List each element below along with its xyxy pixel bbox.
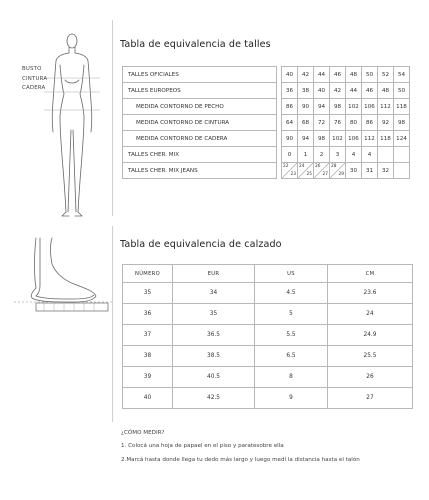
clothing-table-title: Tabla de equivalencia de talles — [120, 39, 271, 50]
col-header-cm: CM — [328, 265, 413, 283]
shoe-cell: 38 — [123, 346, 173, 367]
size-row-label: TALLES EUROPEOS — [123, 83, 277, 99]
how-to-heading: ¿CÓMO MEDIR? — [121, 430, 165, 436]
size-cell: 48 — [378, 83, 394, 99]
shoe-table-row — [123, 346, 413, 367]
label-busto: BUSTO — [22, 66, 42, 72]
shoe-cell: 37 — [123, 325, 173, 346]
size-cell: 38 — [298, 83, 314, 99]
size-cell: 46 — [330, 67, 346, 83]
shoe-cell: 36 — [123, 304, 173, 325]
shoe-cell: 5 — [255, 304, 328, 325]
size-split-top: 26 — [315, 164, 321, 169]
size-split-bottom: 25 — [306, 172, 312, 177]
size-cell: 4 — [362, 147, 378, 163]
size-cell: 64 — [282, 115, 298, 131]
size-cell: 102 — [330, 131, 346, 147]
size-split-bottom: 29 — [338, 172, 344, 177]
shoe-table-row — [123, 325, 413, 346]
size-cell: 106 — [362, 99, 378, 115]
shoe-table-row — [123, 283, 413, 304]
size-cell: 106 — [346, 131, 362, 147]
size-cell — [298, 163, 314, 179]
label-cintura: CINTURA — [22, 75, 48, 82]
size-cell: 36 — [282, 83, 298, 99]
shoe-cell: 26 — [328, 367, 413, 388]
col-header-us: US — [255, 265, 328, 283]
size-cell: 102 — [346, 99, 362, 115]
section-divider-top — [112, 20, 113, 216]
size-table-row — [123, 147, 410, 163]
size-cell: 44 — [346, 83, 362, 99]
size-cell: 0 — [282, 147, 298, 163]
body-figure-illustration — [44, 32, 100, 222]
size-cell: 40 — [282, 67, 298, 83]
size-cell: 118 — [378, 131, 394, 147]
size-cell: 31 — [362, 163, 378, 179]
size-cell: 2 — [314, 147, 330, 163]
size-cell: 48 — [346, 67, 362, 83]
size-cell: 98 — [394, 115, 410, 131]
size-split-bottom: 27 — [322, 172, 328, 177]
size-cell: 4 — [346, 147, 362, 163]
size-table-row — [123, 67, 410, 83]
size-split-bottom: 23 — [290, 172, 296, 177]
size-split-top: 28 — [331, 164, 337, 169]
section-divider-bottom — [112, 226, 113, 422]
size-cell: 94 — [314, 99, 330, 115]
size-cell: 124 — [394, 131, 410, 147]
shoe-cell: 8 — [255, 367, 328, 388]
shoe-cell: 27 — [328, 388, 413, 409]
shoe-table-row — [123, 388, 413, 409]
col-header-eur: EUR — [173, 265, 255, 283]
size-cell: 72 — [314, 115, 330, 131]
size-cell: 42 — [298, 67, 314, 83]
size-cell: 44 — [314, 67, 330, 83]
shoe-cell: 6.5 — [255, 346, 328, 367]
shoe-cell: 25.5 — [328, 346, 413, 367]
size-cell: 90 — [298, 99, 314, 115]
size-cell: 98 — [330, 99, 346, 115]
shoe-cell: 36.5 — [173, 325, 255, 346]
size-cell: 86 — [362, 115, 378, 131]
size-cell: 50 — [394, 83, 410, 99]
shoe-cell: 35 — [173, 304, 255, 325]
foot-measure-illustration — [14, 236, 112, 320]
clothing-size-table — [122, 66, 410, 179]
shoe-cell: 40.5 — [173, 367, 255, 388]
size-split-top: 24 — [299, 164, 305, 169]
size-cell: 3 — [330, 147, 346, 163]
size-cell — [330, 163, 346, 179]
size-cell: 90 — [282, 131, 298, 147]
size-cell: 42 — [330, 83, 346, 99]
shoe-cell: 35 — [123, 283, 173, 304]
size-cell: 112 — [362, 131, 378, 147]
size-cell — [282, 163, 298, 179]
size-cell: 112 — [378, 99, 394, 115]
shoe-cell: 24 — [328, 304, 413, 325]
shoe-table-title: Tabla de equivalencia de calzado — [120, 239, 282, 250]
size-cell: 52 — [378, 67, 394, 83]
size-cell — [394, 147, 410, 163]
size-cell: 50 — [362, 67, 378, 83]
size-cell: 98 — [314, 131, 330, 147]
shoe-cell: 5.5 — [255, 325, 328, 346]
size-cell: 46 — [362, 83, 378, 99]
size-row-label: MEDIDA CONTORNO DE CINTURA — [123, 115, 277, 131]
size-table-row — [123, 163, 410, 179]
shoe-cell: 39 — [123, 367, 173, 388]
size-cell — [394, 163, 410, 179]
size-cell: 30 — [346, 163, 362, 179]
size-split-top: 22 — [283, 164, 289, 169]
col-header-numero: NÚMERO — [123, 265, 173, 283]
shoe-cell: 9 — [255, 388, 328, 409]
shoe-table-row — [123, 304, 413, 325]
body-measure-labels — [22, 65, 47, 94]
size-cell: 80 — [346, 115, 362, 131]
size-cell: 54 — [394, 67, 410, 83]
shoe-size-table — [122, 264, 413, 409]
size-cell: 118 — [394, 99, 410, 115]
shoe-cell: 4.5 — [255, 283, 328, 304]
shoe-cell: 23.6 — [328, 283, 413, 304]
how-to-step-2: 2.Marcá hasta donde llega tu dedo más largo y luego medí la distancia hasta el talón — [121, 457, 360, 463]
size-table-row — [123, 115, 410, 131]
size-row-label: TALLES OFICIALES — [123, 67, 277, 83]
size-table-row — [123, 131, 410, 147]
shoe-cell: 40 — [123, 388, 173, 409]
shoe-cell: 38.5 — [173, 346, 255, 367]
size-cell: 1 — [298, 147, 314, 163]
size-cell: 68 — [298, 115, 314, 131]
size-row-label: MEDIDA CONTORNO DE PECHO — [123, 99, 277, 115]
how-to-measure — [121, 429, 360, 464]
size-cell: 92 — [378, 115, 394, 131]
size-cell — [314, 163, 330, 179]
size-table-row — [123, 83, 410, 99]
size-cell: 94 — [298, 131, 314, 147]
size-row-label: MEDIDA CONTORNO DE CADERA — [123, 131, 277, 147]
size-cell: 40 — [314, 83, 330, 99]
shoe-cell: 42.5 — [173, 388, 255, 409]
shoe-cell: 24.9 — [328, 325, 413, 346]
size-row-label: TALLES CHER. MIX JEANS — [123, 163, 277, 179]
size-cell: 76 — [330, 115, 346, 131]
size-table-row — [123, 99, 410, 115]
label-cadera: CADERA — [22, 85, 46, 91]
size-cell: 32 — [378, 163, 394, 179]
shoe-table-row — [123, 367, 413, 388]
size-cell: 86 — [282, 99, 298, 115]
size-cell — [378, 147, 394, 163]
how-to-step-1: 1. Colocá una hoja de papael en el piso y paratesobre ella — [121, 443, 284, 449]
size-row-label: TALLES CHER. MIX — [123, 147, 277, 163]
shoe-cell: 34 — [173, 283, 255, 304]
